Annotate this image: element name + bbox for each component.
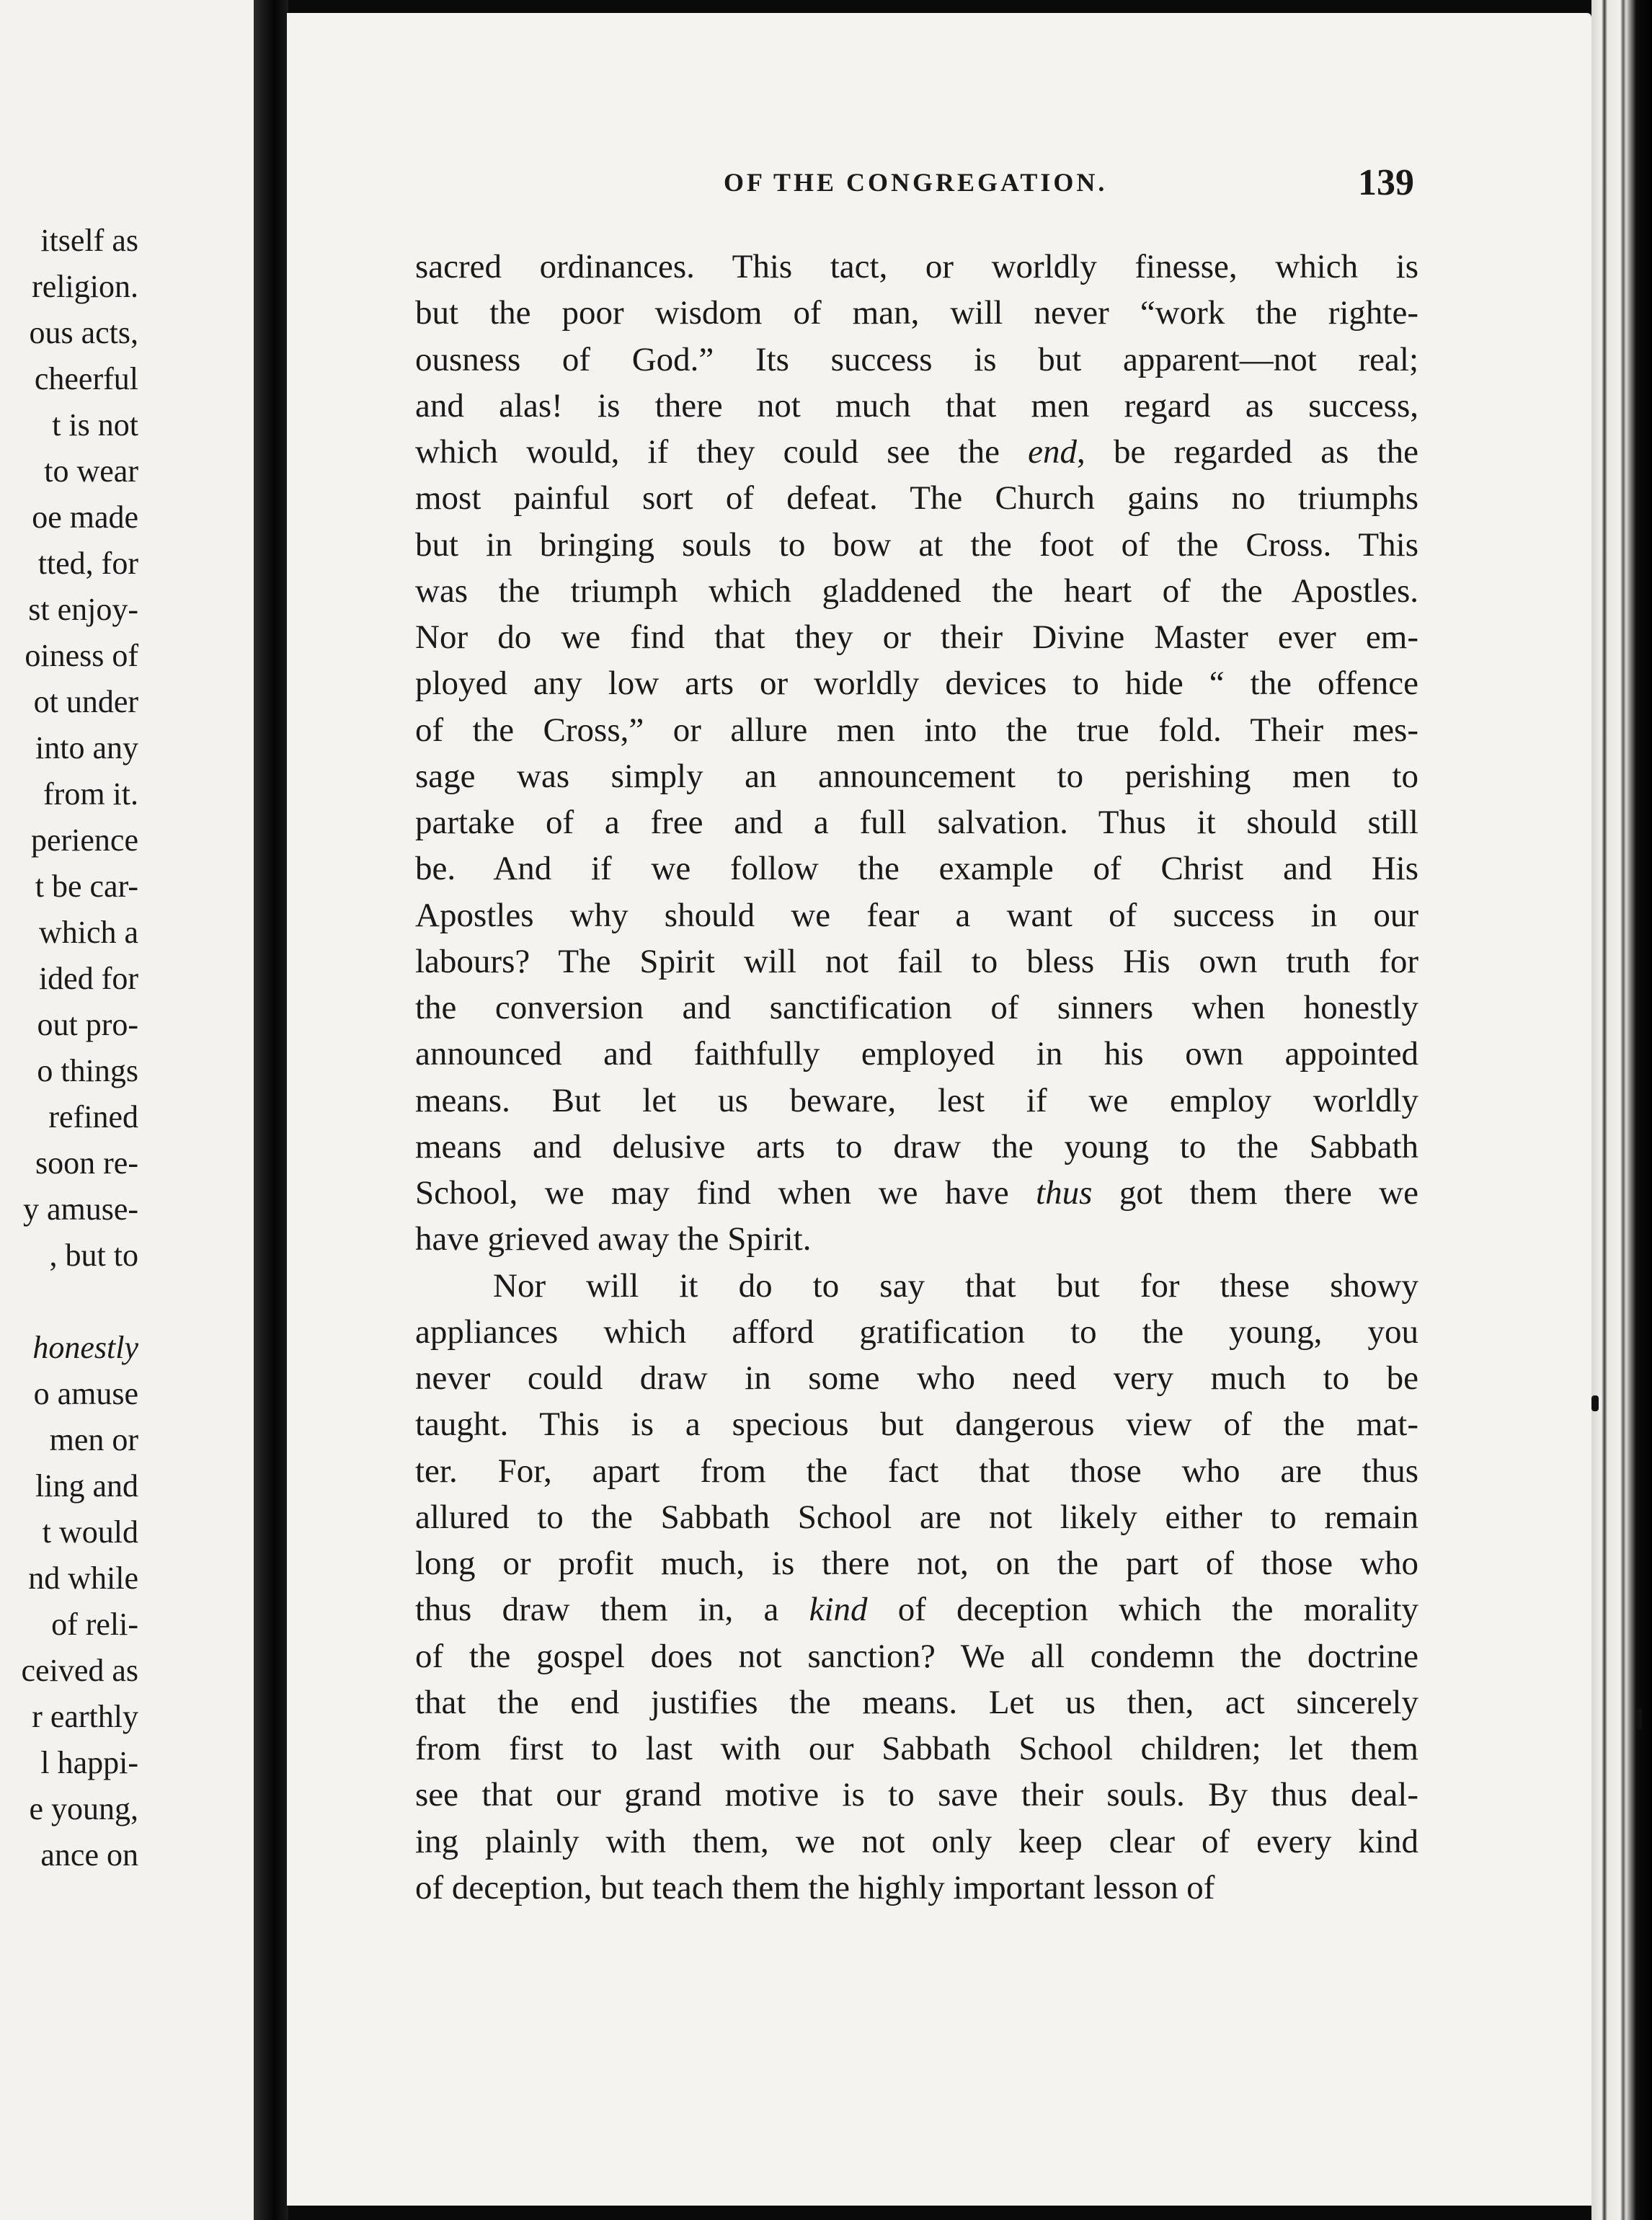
- page-number: 139: [1358, 162, 1414, 203]
- facing-page-line: ous acts,: [29, 315, 138, 350]
- text-line: the conversion and sanctification of sinners when honestly: [415, 989, 1418, 1026]
- text-line: labours? The Spirit will not fail to bless His own truth for: [415, 942, 1418, 980]
- text-line: see that our grand motive is to save their souls. By thus deal-: [415, 1776, 1418, 1814]
- facing-page-line: ot under: [33, 684, 138, 719]
- text-line: of deception, but teach them the highly important lesson of: [415, 1868, 1215, 1906]
- binding-mark: [1591, 1395, 1599, 1411]
- facing-page-line: men or: [49, 1422, 138, 1457]
- text-line: of the Cross,” or allure men into the true fold. Their mes-: [415, 711, 1418, 749]
- facing-page-line: cheerful: [34, 361, 138, 396]
- text-line: that the end justifies the means. Let us then, act sincerely: [415, 1683, 1418, 1721]
- facing-page-line: , but to: [49, 1238, 138, 1273]
- text-line: but the poor wisdom of man, will never “work the righte-: [415, 294, 1418, 332]
- facing-page-line: tted, for: [37, 546, 138, 581]
- facing-page-line: which a: [38, 915, 138, 950]
- facing-page-line: refined: [48, 1099, 138, 1135]
- text-line: allured to the Sabbath School are not likely either to remain: [415, 1498, 1418, 1536]
- text-line: have grieved away the Spirit.: [415, 1220, 812, 1258]
- facing-page-line: oiness of: [25, 638, 138, 673]
- facing-page-line: from it.: [43, 776, 138, 812]
- facing-page-line: y amuse-: [22, 1191, 138, 1227]
- facing-page-line: o amuse: [33, 1376, 138, 1411]
- text-line: sage was simply an announcement to perishing men to: [415, 757, 1418, 795]
- facing-page-text: [0, 218, 138, 1878]
- text-line: most painful sort of defeat. The Church gains no triumphs: [415, 479, 1418, 518]
- text-line: thus draw them in, a kind of deception which the morality: [415, 1591, 1418, 1629]
- text-line: from first to last with our Sabbath School children; let them: [415, 1730, 1418, 1767]
- text-line: long or profit much, is there not, on the part of those who: [415, 1545, 1418, 1582]
- facing-page-line: [0, 1279, 138, 1325]
- facing-page-line: t would: [42, 1514, 138, 1550]
- text-line: taught. This is a specious but dangerous view of the mat-: [415, 1406, 1418, 1444]
- text-line: School, we may find when we have thus got them there we: [415, 1174, 1418, 1212]
- text-line: appliances which afford gratification to the young, you: [415, 1313, 1418, 1351]
- facing-page-line: o things: [37, 1053, 138, 1088]
- text-line: of the gospel does not sanction? We all condemn the doctrine: [415, 1637, 1418, 1675]
- facing-page-line: of reli-: [51, 1607, 138, 1642]
- facing-page-line: t be car-: [35, 869, 138, 904]
- facing-page-line: out pro-: [37, 1007, 138, 1042]
- facing-page-line: st enjoy-: [28, 592, 138, 627]
- text-line: means. But let us beware, lest if we employ worldly: [415, 1081, 1418, 1119]
- text-line: which would, if they could see the end, be regarded as the: [415, 433, 1418, 471]
- text-line: Nor do we find that they or their Divine Master ever em-: [415, 618, 1418, 656]
- binding-mark: [1636, 1708, 1642, 1730]
- text-line: Apostles why should we fear a want of success in our: [415, 896, 1418, 934]
- facing-page-line: l happi-: [40, 1745, 138, 1780]
- italic-word: kind: [809, 1591, 868, 1629]
- text-line: be. And if we follow the example of Christ and His: [415, 850, 1418, 888]
- text-line: ing plainly with them, we not only keep clear of every kind: [415, 1822, 1418, 1860]
- facing-page-line: into any: [35, 730, 138, 765]
- text-line: ousness of God.” Its success is but apparent—not real;: [415, 340, 1418, 378]
- running-head: OF THE CONGREGATION.: [724, 168, 1108, 197]
- facing-page-line: itself as: [40, 223, 138, 258]
- facing-page-line: t is not: [52, 407, 138, 443]
- text-line: was the triumph which gladdened the heart of the Apostles.: [415, 572, 1418, 610]
- facing-page-line: perience: [31, 822, 138, 858]
- text-line: and alas! is there not much that men regard as success,: [415, 386, 1418, 425]
- facing-page-line: nd while: [28, 1560, 138, 1596]
- text-line: means and delusive arts to draw the young to the Sabbath: [415, 1127, 1418, 1166]
- text-line: ter. For, apart from the fact that those who are thus: [415, 1452, 1418, 1490]
- text-line: ployed any low arts or worldly devices to hide “ the offence: [415, 665, 1418, 703]
- facing-page-line: r earthly: [32, 1699, 138, 1734]
- facing-page-left: [0, 0, 254, 2220]
- page-gutter: [254, 0, 288, 2220]
- facing-page-line: ance on: [40, 1837, 138, 1873]
- facing-page-line: soon re-: [35, 1145, 138, 1181]
- facing-page-line: honestly: [32, 1330, 138, 1365]
- text-line: sacred ordinances. This tact, or worldly finesse, which is: [415, 248, 1418, 285]
- facing-page-line: to wear: [44, 453, 138, 489]
- italic-word: thus: [1036, 1174, 1093, 1212]
- text-line: never could draw in some who need very much to be: [415, 1359, 1418, 1397]
- text-line: Nor will it do to say that but for these showy: [493, 1266, 1418, 1305]
- facing-page-line: religion.: [32, 269, 138, 304]
- facing-page-line: ided for: [38, 961, 138, 996]
- text-line: but in bringing souls to bow at the foot of the Cross. This: [415, 525, 1418, 564]
- facing-page-line: oe made: [32, 500, 138, 535]
- text-line: partake of a free and a full salvation. Thus it should still: [415, 804, 1418, 841]
- facing-page-line: e young,: [29, 1791, 138, 1826]
- text-line: announced and faithfully employed in his own appointed: [415, 1035, 1418, 1073]
- facing-page-line: ceived as: [21, 1653, 138, 1688]
- facing-page-line: ling and: [35, 1468, 138, 1504]
- italic-word: end: [1028, 433, 1078, 471]
- body-text: [415, 244, 1418, 1911]
- page-edges: [1591, 0, 1652, 2220]
